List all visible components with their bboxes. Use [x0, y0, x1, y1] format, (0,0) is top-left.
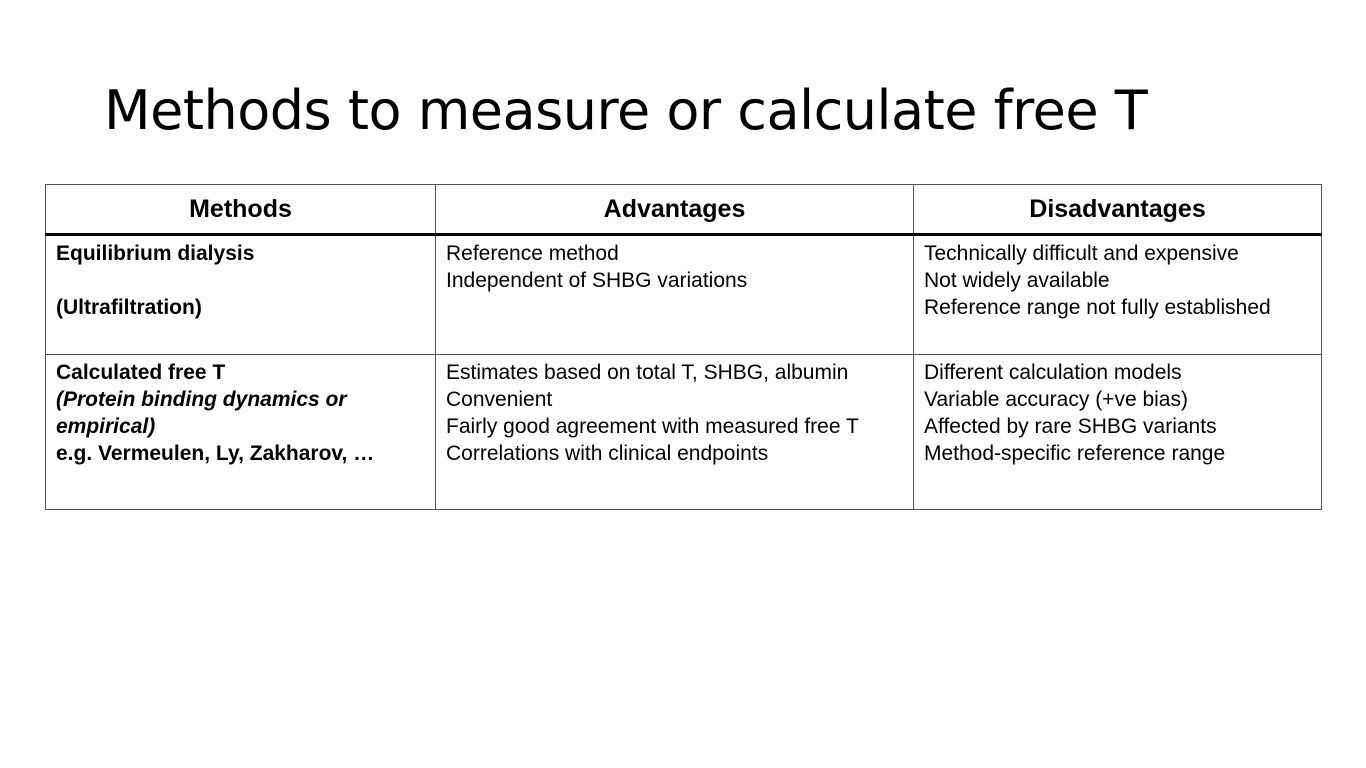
method-alternative: (Ultrafiltration) — [56, 296, 202, 319]
advantage-item: Correlations with clinical endpoints — [446, 442, 769, 465]
method-name: Equilibrium dialysis — [56, 242, 255, 265]
advantage-item: Independent of SHBG variations — [446, 269, 748, 292]
disadvantage-item: Different calculation models — [924, 361, 1182, 384]
advantage-item: Estimates based on total T, SHBG, albumin — [446, 361, 849, 384]
advantages-cell — [436, 355, 914, 510]
advantage-item: Reference method — [446, 242, 619, 265]
table-row — [46, 235, 1322, 355]
slide-title: Methods to measure or calculate free T — [104, 79, 1148, 142]
advantages-cell — [436, 235, 914, 355]
method-cell — [46, 235, 436, 355]
disadvantages-cell — [914, 355, 1322, 510]
header-advantages: Advantages — [436, 185, 914, 235]
disadvantage-item: Method-specific reference range — [924, 442, 1226, 465]
disadvantage-item: Not widely available — [924, 269, 1110, 292]
method-name: Calculated free T — [56, 361, 226, 384]
advantage-item: Convenient — [446, 388, 553, 411]
disadvantage-item: Variable accuracy (+ve bias) — [924, 388, 1188, 411]
method-note: (Protein binding dynamics or — [56, 388, 347, 411]
spacer — [56, 267, 426, 294]
disadvantage-item: Technically difficult and expensive — [924, 242, 1239, 265]
method-examples: e.g. Vermeulen, Ly, Zakharov, … — [56, 442, 375, 465]
method-note: empirical) — [56, 415, 156, 438]
advantage-item: Fairly good agreement with measured free T — [446, 415, 859, 438]
disadvantage-item: Affected by rare SHBG variants — [924, 415, 1217, 438]
table-row — [46, 355, 1322, 510]
disadvantage-item: Reference range not fully established — [924, 296, 1271, 319]
disadvantages-cell — [914, 235, 1322, 355]
header-disadvantages: Disadvantages — [914, 185, 1322, 235]
header-methods: Methods — [46, 185, 436, 235]
methods-comparison-table — [45, 184, 1322, 510]
method-cell — [46, 355, 436, 510]
table-header-row — [46, 185, 1322, 235]
